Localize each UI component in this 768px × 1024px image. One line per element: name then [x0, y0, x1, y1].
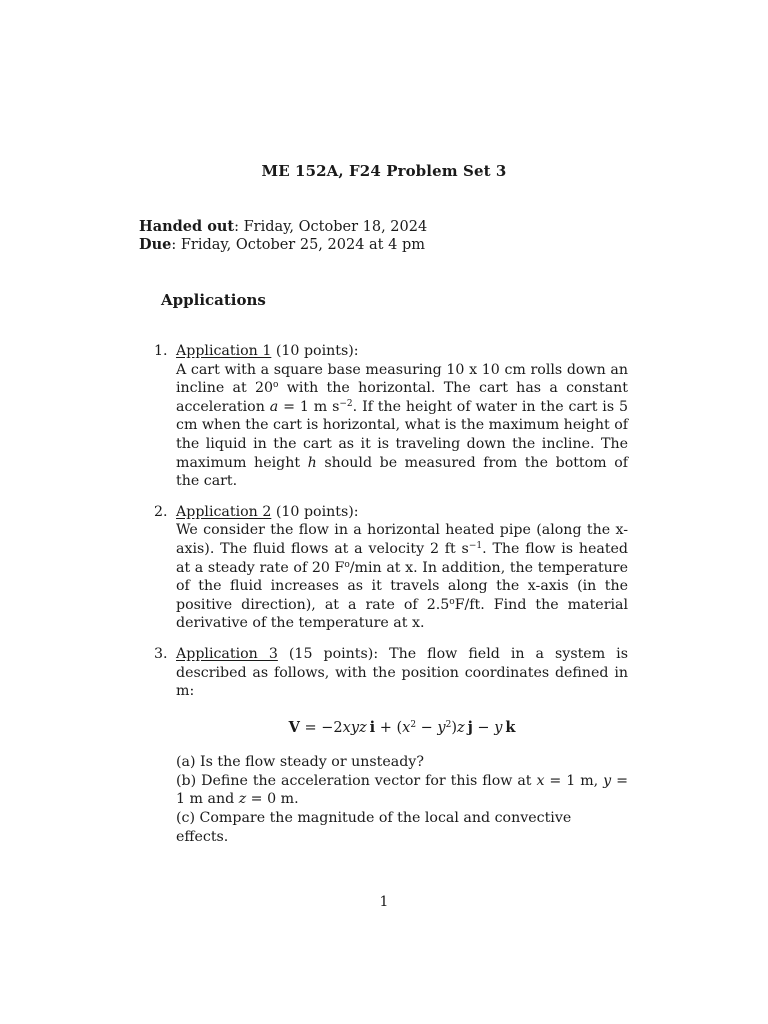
- text-run: /min at x. In addition, the temperature of the fluid increases as it travels along the x-axis (in the positive direction), at a rate of 2.5: [176, 559, 628, 613]
- eq-text: = −2: [299, 719, 343, 736]
- math-variable: y: [603, 772, 612, 789]
- math-variable: h: [307, 454, 317, 471]
- eq-unit-vector: i: [369, 718, 376, 736]
- text-run: A cart with a square base measuring 10 x 10 cm rolls down an incline at 20: [176, 361, 628, 397]
- eq-variable: x: [402, 719, 411, 736]
- handed-out-line: [139, 218, 427, 236]
- superscript: o: [344, 559, 350, 570]
- superscript: −2: [339, 398, 353, 409]
- problem-points: (10 points):: [271, 503, 359, 520]
- eq-unit-vector: j: [467, 718, 473, 736]
- eq-symbol: V: [288, 718, 300, 736]
- text-run: = 1 m,: [544, 772, 604, 789]
- problem-body: [176, 503, 628, 633]
- dates-block: [139, 218, 427, 254]
- math-variable: x: [536, 772, 545, 789]
- text-run: The flow field in a system is described as follows, with the position coordinates defined in m:: [176, 645, 628, 700]
- page-number: 1: [379, 894, 389, 910]
- text-run: We consider the flow in a horizontal heated pipe (along the x-axis). The fluid flows at a velocity 2 ft s: [176, 522, 628, 557]
- problem-body: [176, 342, 628, 491]
- section-title: Applications: [161, 291, 266, 309]
- eq-variable: z: [457, 719, 465, 736]
- problem-heading: Application 3: [176, 645, 278, 662]
- eq-text: −: [472, 719, 495, 736]
- eq-exponent: 2: [410, 719, 417, 730]
- text-run: should be measured from the bottom of the cart.: [176, 454, 628, 490]
- handed-out-label: Handed out: [139, 218, 235, 235]
- text-run: = 0 m.: [246, 791, 299, 808]
- eq-exponent: 2: [445, 719, 452, 730]
- text-run: = 1 m s: [278, 398, 340, 415]
- problem-1: [154, 342, 628, 491]
- problem-heading: Application 2: [176, 503, 272, 520]
- eq-text: −: [416, 719, 438, 736]
- text-run: (b) Define the acceleration vector for this flow at: [176, 772, 537, 789]
- superscript: o: [449, 596, 455, 607]
- eq-unit-vector: k: [505, 718, 516, 736]
- superscript: o: [273, 380, 279, 391]
- text-run: with the horizontal. The cart has a constant acceleration: [176, 380, 628, 415]
- eq-text: ): [451, 719, 458, 736]
- part-b: [176, 772, 628, 809]
- problem-number: 2.: [154, 503, 168, 520]
- problem-heading-line: [176, 342, 628, 361]
- due-line: [139, 236, 427, 254]
- problem-number: 1.: [154, 343, 168, 359]
- problem-heading: Application 1: [176, 343, 272, 359]
- problem-number: 3.: [154, 645, 168, 662]
- due-value: : Friday, October 25, 2024 at 4 pm: [171, 237, 425, 253]
- problem-text: [176, 361, 628, 491]
- eq-variable: y: [437, 719, 446, 736]
- due-label: Due: [139, 236, 172, 253]
- superscript: −1: [468, 540, 483, 551]
- problem-list: [154, 342, 628, 858]
- text-run: . The flow is heated at a steady rate of 20 F: [176, 540, 629, 576]
- part-a: (a) Is the flow steady or unsteady?: [176, 754, 424, 771]
- eq-text: + (: [375, 719, 403, 736]
- eq-variable: xyz: [342, 719, 367, 736]
- problem-points: (10 points):: [271, 343, 359, 359]
- problem-2: [154, 503, 628, 633]
- problem-body: [176, 645, 628, 846]
- math-variable: z: [238, 791, 247, 808]
- problem-text: [176, 521, 628, 633]
- handed-out-value: : Friday, October 18, 2024: [234, 219, 428, 235]
- problem-text: [176, 645, 628, 701]
- eq-variable: y: [494, 719, 503, 736]
- velocity-equation: [176, 719, 628, 738]
- problem-3: [154, 645, 628, 846]
- problem-points: (15 points):: [277, 645, 379, 662]
- math-variable: a: [269, 398, 279, 415]
- text-run: = 1 m and: [176, 772, 628, 808]
- problem-heading-line: [176, 503, 628, 522]
- part-c: (c) Compare the magnitude of the local and convective effects.: [176, 810, 572, 845]
- text-run: F/ft. Find the material derivative of the temperature at x.: [176, 596, 629, 632]
- text-run: . If the height of water in the cart is 5 cm when the cart is horizontal, what is the maximum height of the liquid in the cart as it is traveling down the incline. The maximum height: [176, 398, 629, 471]
- page-title: ME 152A, F24 Problem Set 3: [261, 162, 507, 180]
